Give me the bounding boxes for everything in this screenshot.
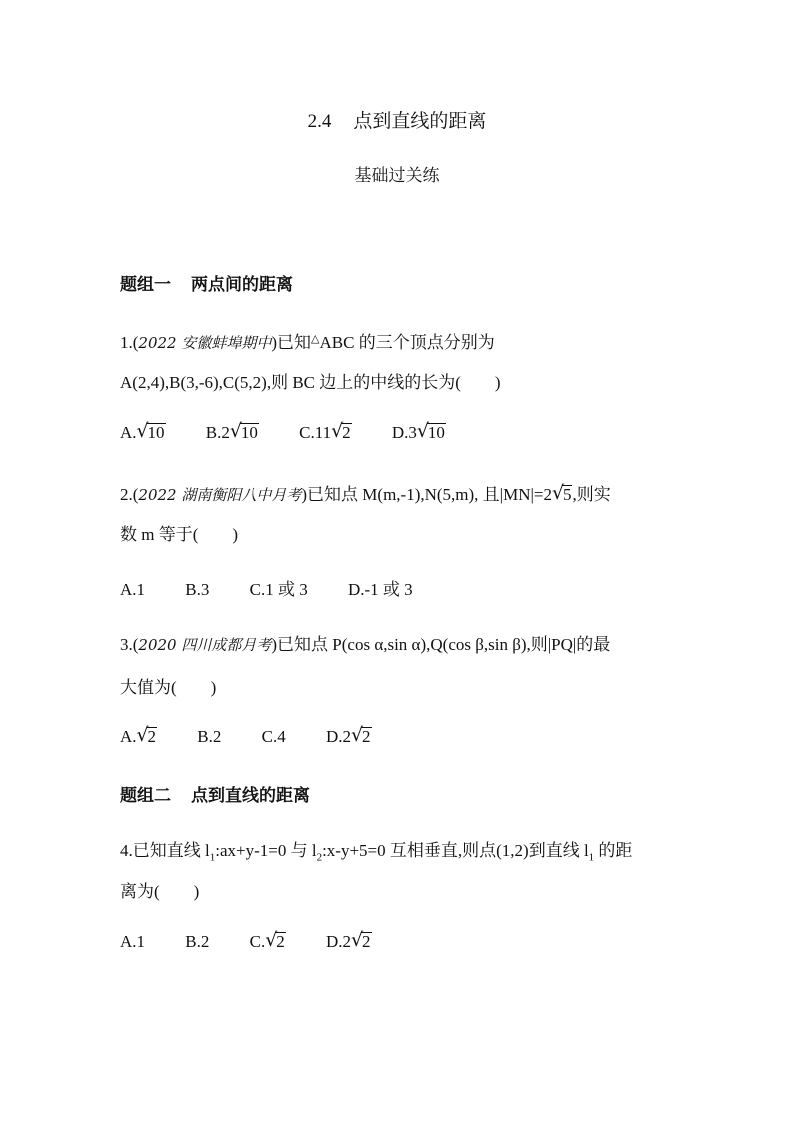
sqrt-symbol: √ 2 bbox=[331, 420, 351, 442]
sqrt-symbol: √ 10 bbox=[229, 420, 258, 442]
option-d[interactable]: D.2 √ 2 bbox=[325, 724, 371, 746]
question-1-line-1: 1.(2022 安徽蚌埠期中)已知△ABC 的三个顶点分别为 bbox=[120, 333, 495, 352]
option-a[interactable]: A. √ 10 bbox=[120, 420, 165, 442]
group-label: 题组一 bbox=[120, 275, 171, 294]
option-d[interactable]: D.3 √ 10 bbox=[391, 420, 445, 442]
question-4-line-2: 离为( ) bbox=[120, 882, 200, 901]
sqrt-symbol: √ 2 bbox=[265, 929, 285, 951]
question-2-options bbox=[120, 575, 449, 600]
option-c[interactable]: C.4 bbox=[261, 727, 286, 746]
option-d[interactable]: D.2 √ 2 bbox=[325, 929, 371, 951]
question-3-line-1: 3.(2020 四川成都月考)已知点 P(cos α,sin α),Q(cos β,sin β),则|PQ|的最 bbox=[120, 635, 611, 654]
question-3-options bbox=[120, 724, 408, 747]
sqrt-symbol: √ 10 bbox=[416, 420, 445, 442]
page-subtitle: 基础过关练 bbox=[354, 166, 440, 185]
question-source: 2022 安徽蚌埠期中 bbox=[138, 334, 272, 352]
question-2-line-2: 数 m 等于( ) bbox=[120, 525, 239, 544]
triangle-symbol: △ bbox=[311, 333, 320, 345]
sqrt-symbol: √ 10 bbox=[136, 420, 165, 442]
option-a[interactable]: A. √ 2 bbox=[120, 724, 157, 746]
group-title: 点到直线的距离 bbox=[191, 786, 310, 805]
option-c[interactable]: C. √ 2 bbox=[249, 929, 285, 951]
sqrt-symbol: √ 5 bbox=[551, 482, 572, 504]
question-3-line-2: 大值为( ) bbox=[120, 678, 217, 697]
option-d[interactable]: D.-1 或 3 bbox=[347, 580, 413, 599]
section-title: 点到直线的距离 bbox=[353, 111, 487, 132]
option-b[interactable]: B.3 bbox=[185, 580, 210, 599]
question-2-line-1: 2.(2022 湖南衡阳八中月考)已知点 M(m,-1),N(5,m), 且|MN|=2 √ 5,则实 bbox=[120, 482, 611, 504]
option-b[interactable]: B.2 √ 10 bbox=[205, 420, 258, 442]
question-4-options bbox=[120, 929, 408, 952]
option-a[interactable]: A.1 bbox=[120, 580, 146, 599]
question-source: 2020 四川成都月考 bbox=[138, 636, 272, 654]
group-heading-2 bbox=[120, 781, 310, 806]
sqrt-symbol: √ 2 bbox=[351, 724, 371, 746]
option-a[interactable]: A.1 bbox=[120, 932, 146, 951]
option-b[interactable]: B.2 bbox=[185, 932, 210, 951]
question-source: 2022 湖南衡阳八中月考 bbox=[138, 486, 302, 504]
group-label: 题组二 bbox=[120, 786, 171, 805]
option-b[interactable]: B.2 bbox=[197, 727, 222, 746]
section-number: 2.4 bbox=[307, 111, 332, 132]
group-title: 两点间的距离 bbox=[191, 275, 293, 294]
option-c[interactable]: C.1 或 3 bbox=[249, 580, 308, 599]
question-1-options bbox=[120, 420, 482, 443]
question-1-line-2: A(2,4),B(3,-6),C(5,2),则 BC 边上的中线的长为( ) bbox=[120, 373, 501, 392]
sqrt-symbol: √ 2 bbox=[351, 929, 371, 951]
group-heading-1 bbox=[120, 270, 293, 295]
sqrt-symbol: √ 2 bbox=[136, 724, 157, 746]
option-c[interactable]: C.11 √ 2 bbox=[299, 420, 351, 442]
page-title bbox=[0, 106, 794, 133]
question-4-line-1: 4.已知直线 $l_1:ax+y-1=0$ 与 $l_2:x-y+5=0$ 互相垂直,则点(1,2)到直线 $l_1$ 的距 bbox=[120, 841, 633, 864]
